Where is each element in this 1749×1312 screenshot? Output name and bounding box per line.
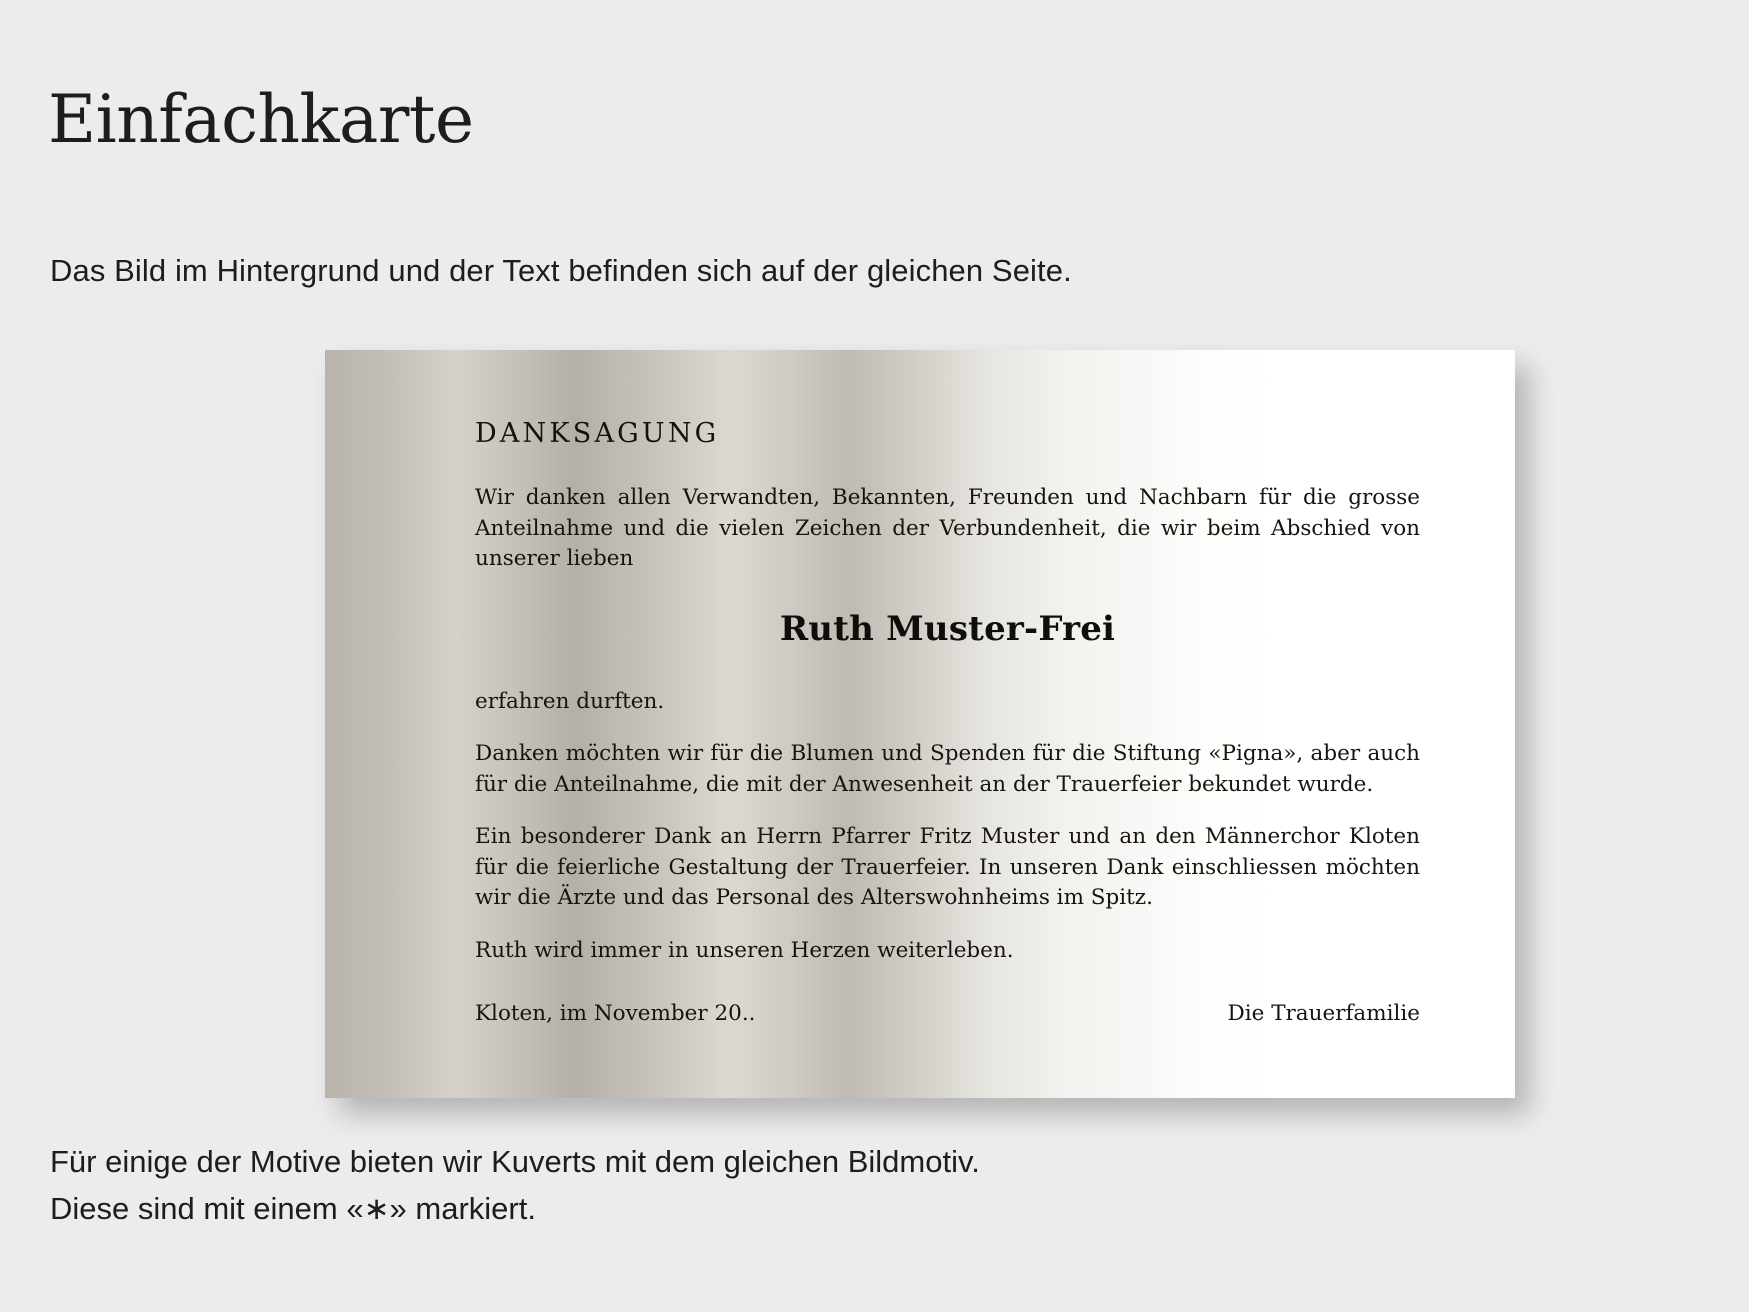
card-footer [475,1001,1420,1026]
card-paragraph-1: Wir danken allen Verwandten, Bekannten, Freunden und Nachbarn für die grosse Anteilnahme und die vielen Zeichen der Verbundenheit, die wir beim Abschied von unserer lieben [475,485,1420,572]
card-place-date: Kloten, im November 20.. [475,1001,756,1026]
page-title: Einfachkarte [48,81,474,159]
deceased-name: Ruth Muster-Frei [779,608,1116,649]
card-paragraph-2: erfahren durften. [475,688,665,714]
bottom-note-line-2: Diese sind mit einem «∗» markiert. [50,1191,536,1227]
card-paragraph-3: Danken möchten wir für die Blumen und Spenden für die Stiftung «Pigna», aber auch für die Anteilnahme, die mit der Anwesenheit an der Trauerfeier bekundet wurde. [475,741,1420,797]
card-signature: Die Trauerfamilie [1227,1001,1420,1026]
card-heading: DANKSAGUNG [475,418,720,449]
bottom-note [50,1138,980,1232]
bottom-note-line-1: Für einige der Motive bieten wir Kuverts mit dem gleichen Bildmotiv. [50,1144,980,1179]
card-content [475,418,1420,1030]
card-paragraph-5: Ruth wird immer in unseren Herzen weiterleben. [475,937,1014,963]
card-preview [325,350,1515,1098]
card-paragraph-4: Ein besonderer Dank an Herrn Pfarrer Fritz Muster und an den Männerchor Kloten für die feierliche Gestaltung der Trauerfeier. In unseren Dank einschliessen möchten wir die Ärzte und das Personal des Alterswohnheims im Spitz. [475,824,1420,911]
card-background [325,350,1515,1098]
intro-text: Das Bild im Hintergrund und der Text befinden sich auf der gleichen Seite. [50,253,1072,288]
